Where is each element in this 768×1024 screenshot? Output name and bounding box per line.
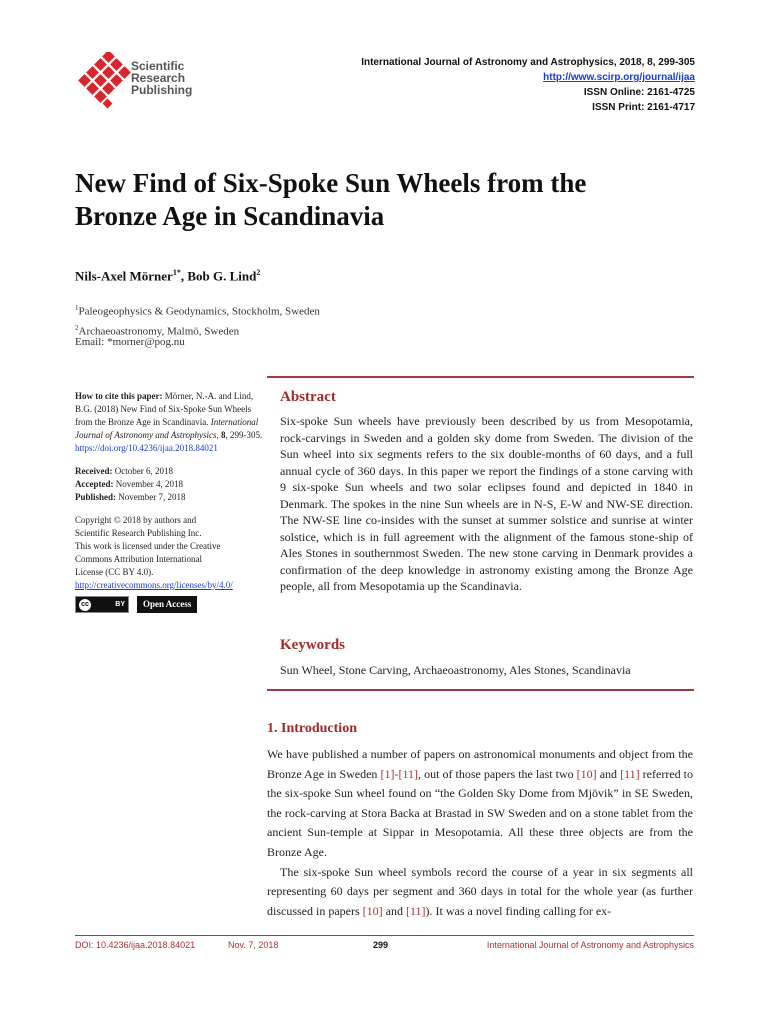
cite-text: Mörner, N.-A. and Lind, B.G. (2018) New Find of Six-Spoke Sun Wheels from the Bronze Age in Scandinavia.	[75, 391, 254, 427]
title-line-2: Bronze Age in Scandinavia	[75, 201, 385, 231]
footer-date: Nov. 7, 2018	[228, 940, 279, 950]
author-1-sup: 1*	[172, 268, 181, 277]
intro-paragraph-2	[267, 863, 693, 922]
cite-vol-sep: ,	[216, 430, 221, 440]
intro-p2-b: and	[382, 903, 406, 918]
accepted-date: November 4, 2018	[113, 479, 183, 489]
affiliation-1	[75, 300, 320, 320]
copyright-line-1: Copyright © 2018 by authors and	[75, 515, 197, 525]
cc-icon: cc	[79, 599, 91, 611]
ref-11-link[interactable]: [11]	[620, 766, 640, 781]
intro-p1-a: We have published a number of papers on astronomical monuments and object from the Bronze Age in Sweden	[267, 747, 693, 781]
cite-label: How to cite this paper:	[75, 391, 163, 401]
ref-10-link-2[interactable]: [10]	[362, 903, 383, 918]
introduction-heading: 1. Introduction	[267, 721, 357, 736]
ref-1-11-link[interactable]: [1]-[11]	[380, 766, 419, 781]
affiliation-2-text: Archaeoastronomy, Malmö, Sweden	[78, 325, 240, 338]
journal-header	[361, 55, 695, 115]
cc-by-badge[interactable]	[75, 596, 129, 613]
affiliation-2-sup: 2	[75, 323, 79, 332]
published-date: November 7, 2018	[116, 492, 186, 502]
by-label: BY	[115, 601, 125, 608]
abstract-heading: Abstract	[280, 389, 336, 405]
license-url-link[interactable]: http://creativecommons.org/licenses/by/4.0/	[75, 580, 233, 590]
introduction-body	[267, 745, 693, 921]
license-line-1: This work is licensed under the Creative	[75, 541, 221, 551]
accepted-label: Accepted:	[75, 479, 114, 489]
issn-print: ISSN Print: 2161-4717	[592, 102, 695, 113]
intro-p1-b: , out of those papers the last two	[418, 766, 577, 781]
ref-11-link-2[interactable]: [11]	[405, 903, 426, 918]
license-badges	[75, 596, 263, 613]
abstract-text: Six-spoke Sun wheels have previously been described by us from Mesopotamia, rock-carvings in Sweden and a golden sky dome from Sweden. The division of the Sun wheel into six segments refers to the six double-months of 60 days, and a full annual cycle of 360 days. In this paper we report the findings of a stone carving with 9 six-spoke Sun wheels and two solar eclipses found and depicted in 1840 in Denmark. The spokes in the nine Sun wheels are in N-S, E-W and NW-SE direction. The NW-SE line co-insides with the sunset at summer solstice and sunrise at winter solstice, which is in full agreement with the alignment of the famous stone-ship of Ales Stones in southernmost Sweden. The new stone carving in Denmark provides a confirmation of the deep knowledge in astronomy existing among the Bronze Age people, all from Mesopotamia up the Scandinavia.	[280, 414, 693, 593]
received-date: October 6, 2018	[112, 466, 173, 476]
issn-online: ISSN Online: 2161-4725	[583, 87, 695, 98]
affiliation-1-text: Paleogeophysics & Geodynamics, Stockholm, Sweden	[78, 305, 320, 318]
author-email: Email: *morner@pog.nu	[75, 336, 185, 348]
title-line-1: New Find of Six-Spoke Sun Wheels from the	[75, 168, 587, 198]
abstract-top-rule	[267, 376, 694, 378]
doi-link[interactable]: https://doi.org/10.4236/ijaa.2018.84021	[75, 443, 218, 453]
ref-10-link[interactable]: [10]	[576, 766, 597, 781]
journal-citation: International Journal of Astronomy and Astrophysics, 2018, 8, 299-305	[361, 57, 695, 68]
footer-journal: International Journal of Astronomy and Astrophysics	[486, 940, 694, 950]
footer-doi: DOI: 10.4236/ijaa.2018.84021	[75, 940, 196, 950]
keywords-bottom-rule	[267, 689, 694, 691]
cite-volume: 8	[221, 430, 226, 440]
citation-block	[75, 390, 263, 455]
footer-rule	[75, 935, 694, 936]
intro-p2-c: ). It was a novel finding calling for ex-	[425, 903, 612, 918]
publisher-line-1: Scientific	[131, 59, 185, 73]
intro-p2-a: The six-spoke Sun wheel symbols record the course of a year in six segments all representing 60 days per segment and 360 days in total for the whole year (as further discussed in papers	[267, 864, 693, 918]
publisher-name	[131, 60, 192, 96]
paper-title	[75, 167, 695, 233]
published-label: Published:	[75, 492, 117, 502]
publisher-line-3: Publishing	[131, 83, 193, 97]
open-access-badge: Open Access	[137, 596, 197, 613]
author-1: Nils-Axel Mörner	[75, 268, 173, 284]
license-block	[75, 514, 263, 613]
authors	[75, 268, 260, 284]
intro-paragraph-1	[267, 745, 693, 863]
keywords-heading: Keywords	[280, 637, 345, 653]
author-2-sup: 2	[256, 268, 261, 277]
journal-url-link[interactable]: http://www.scirp.org/journal/ijaa	[543, 72, 695, 83]
dates-block	[75, 465, 263, 504]
intro-p1-c: and	[596, 766, 621, 781]
license-line-2: Commons Attribution International	[75, 554, 202, 564]
author-separator: ,	[180, 268, 188, 284]
author-2: Bob G. Lind	[187, 268, 257, 284]
publisher-line-2: Research	[131, 71, 186, 85]
affiliations	[75, 300, 320, 339]
received-label: Received:	[75, 466, 113, 476]
cite-pages: , 299-305.	[225, 430, 263, 440]
affiliation-1-sup: 1	[75, 304, 79, 312]
article-sidebar	[75, 390, 263, 623]
keywords-text: Sun Wheel, Stone Carving, Archaeoastronomy, Ales Stones, Scandinavia	[280, 663, 631, 677]
cite-journal: International Journal of Astronomy and Astrophysics	[75, 417, 259, 440]
intro-p1-d: referred to the six-spoke Sun wheel found on “the Golden Sky Dome from Mjövik” in SE Sweden, the rock-carving at Stora Backa at Brastad in SW Sweden and on a stone tablet from the ancient Sun-temple at Sippar in Mesopotamia. All these three objects are from the Bronze Age.	[267, 766, 694, 859]
license-line-3: License (CC BY 4.0).	[75, 567, 154, 577]
footer-page-number: 299	[373, 940, 389, 950]
copyright-line-2: Scientific Research Publishing Inc.	[75, 528, 202, 538]
